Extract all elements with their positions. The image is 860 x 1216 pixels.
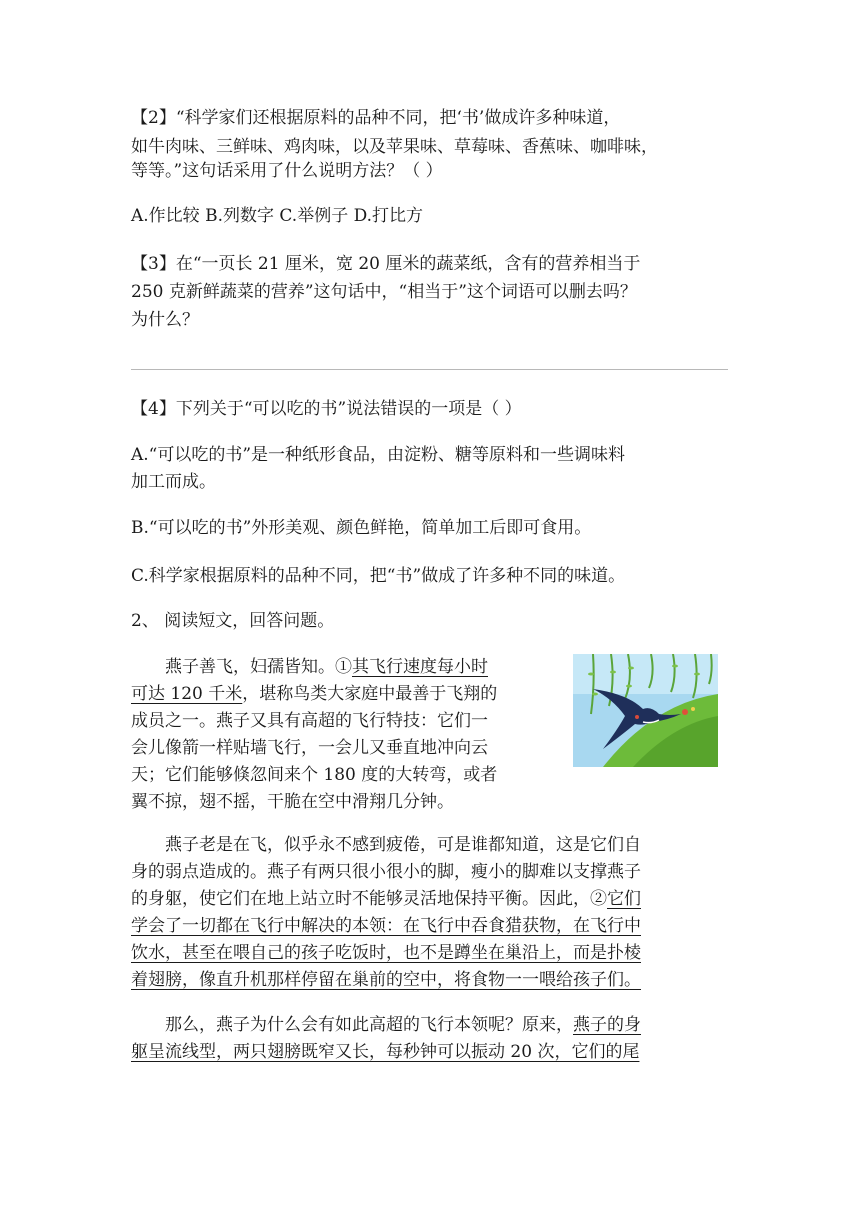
p2-underlined-sentence: 它们	[607, 889, 641, 909]
q3-line-1: 【3】在“一页长 21 厘米，宽 20 厘米的蔬菜纸，含有的营养相当于	[131, 254, 641, 274]
p1-underlined-sentence-end: 可达 120 千米	[131, 684, 243, 704]
p2-line-3	[131, 885, 641, 913]
q4-option-c: C.科学家根据原料的品种不同，把“书”做成了许多种不同的味道。	[131, 566, 626, 586]
p1-line-3: 成员之一。燕子又具有高超的飞行特技：它们一	[131, 711, 488, 731]
q3-line-3: 为什么？	[131, 310, 199, 330]
swallow-flying-illustration	[573, 654, 718, 767]
p2-line-2: 身的弱点造成的。燕子有两只很小很小的脚，瘦小的脚难以支撑燕子	[131, 862, 641, 882]
p3-underlined-sentence: 燕子的身	[573, 1015, 641, 1035]
q2-line-3: 等等。”这句话采用了什么说明方法？（ ）	[131, 161, 443, 181]
p1-line-5: 天；它们能够倏忽间来个 180 度的大转弯，或者	[131, 765, 498, 785]
section-2-heading: 2、 阅读短文，回答问题。	[131, 611, 335, 631]
q2-line-2: 如牛肉味、三鲜味、鸡肉味，以及苹果味、草莓味、香蕉味、咖啡味，	[131, 137, 658, 157]
swallow-icon	[573, 654, 718, 767]
p2-line-4: 学会了一切都在飞行中解决的本领：在飞行中吞食猎获物，在飞行中	[131, 916, 641, 936]
p2-line-6: 着翅膀，像直升机那样停留在巢前的空中，将食物一一喂给孩子们。	[131, 970, 641, 990]
p3-line-1	[165, 1011, 641, 1039]
q4-option-b: B.“可以吃的书”外形美观、颜色鲜艳，简单加工后即可食用。	[131, 518, 592, 538]
p1-line-2	[131, 680, 497, 708]
q4-stem: 【4】下列关于“可以吃的书”说法错误的一项是（ ）	[131, 399, 522, 419]
p1-underlined-sentence: 其飞行速度每小时	[352, 657, 488, 677]
p2-line-5: 饮水，甚至在喂自己的孩子吃饭时，也不是蹲坐在巢沿上，而是扑棱	[131, 943, 641, 963]
q2-line-1: 【2】“科学家们还根据原料的品种不同，把‘书’做成许多种味道，	[131, 108, 621, 128]
q4-option-a-line-2: 加工而成。	[131, 472, 216, 492]
p1-text: 燕子善飞，妇孺皆知。①	[165, 657, 352, 677]
q3-line-2: 250 克新鲜蔬菜的营养”这句话中，“相当于”这个词语可以删去吗？	[131, 282, 637, 302]
p1-line-1	[165, 653, 488, 681]
p3-line-2: 躯呈流线型，两只翅膀既窄又长，每秒钟可以振动 20 次，它们的尾	[131, 1042, 640, 1062]
p1-line-6: 翼不掠，翅不摇，干脆在空中滑翔几分钟。	[131, 792, 454, 812]
p3-text: 那么，燕子为什么会有如此高超的飞行本领呢？原来，	[165, 1015, 573, 1035]
p1-line-4: 会儿像箭一样贴墙飞行，一会儿又垂直地冲向云	[131, 738, 488, 758]
p2-text: 的身躯，使它们在地上站立时不能够灵活地保持平衡。因此，②	[131, 889, 607, 909]
q4-option-a-line-1: A.“可以吃的书”是一种纸形食品，由淀粉、糖等原料和一些调味料	[131, 445, 626, 465]
p2-line-1: 燕子老是在飞，似乎永不感到疲倦，可是谁都知道，这是它们自	[165, 835, 641, 855]
answer-line	[131, 369, 728, 370]
q2-options: A.作比较 B.列数字 C.举例子 D.打比方	[131, 206, 424, 226]
p1-text: ，堪称鸟类大家庭中最善于飞翔的	[242, 684, 498, 704]
